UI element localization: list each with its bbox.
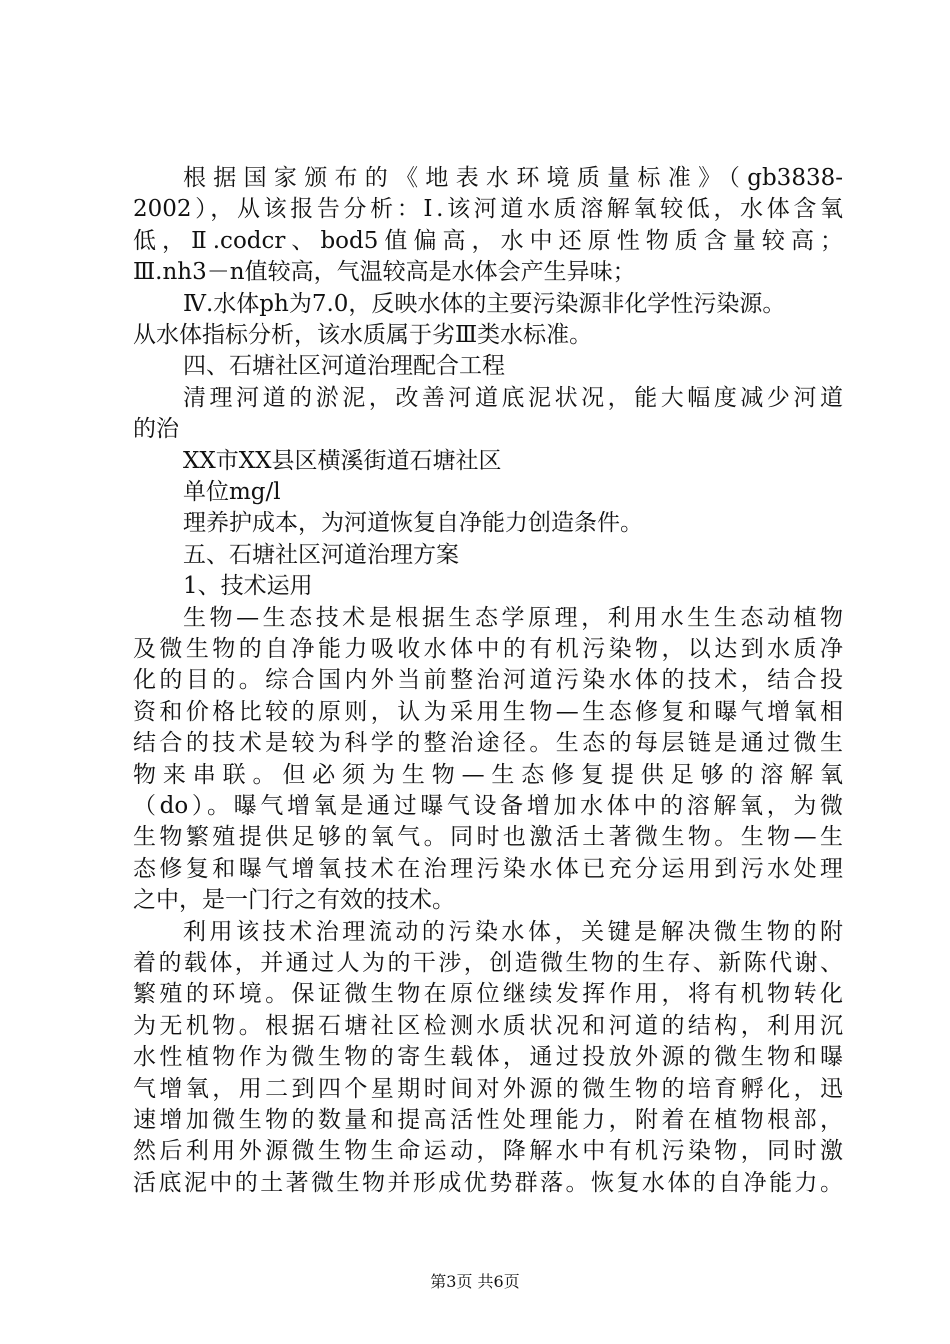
text-line: 清理河道的淤泥，改善河道底泥状况，能大幅度减少河道 — [183, 385, 843, 411]
text-line: 态修复和曝气增氧技术在治理污染水体已充分运用到污水处理 — [133, 856, 843, 882]
text-line: 活底泥中的土著微生物并形成优势群落。恢复水体的自净能力。 — [133, 1170, 843, 1196]
text-line: 五、石塘社区河道治理方案 — [183, 542, 459, 568]
page-footer: 第3页 共6页 — [430, 1272, 520, 1291]
text-line: 繁殖的环境。保证微生物在原位继续发挥作用，将有机物转化 — [133, 981, 843, 1007]
text-line: 及微生物的自净能力吸收水体中的有机污染物，以达到水质净 — [133, 636, 843, 662]
text-line: 根据国家颁布的《地表水环境质量标准》（gb3838- — [183, 165, 843, 191]
text-line: 生物—生态技术是根据生态学原理，利用水生生态动植物 — [183, 605, 843, 631]
text-line: 2002），从该报告分析：Ⅰ.该河道水质溶解氧较低，水体含氧 — [133, 196, 843, 222]
text-line: 的治 — [133, 416, 179, 442]
text-line: 资和价格比较的原则，认为采用生物—生态修复和曝气增氧相 — [133, 699, 843, 725]
text-line: 为无机物。根据石塘社区检测水质状况和河道的结构，利用沉 — [133, 1013, 843, 1039]
text-line: 生物繁殖提供足够的氧气。同时也激活土著微生物。生物—生 — [133, 824, 843, 850]
text-line: 然后利用外源微生物生命运动，降解水中有机污染物，同时激 — [133, 1138, 843, 1164]
text-line: Ⅲ.nh3－n值较高，气温较高是水体会产生异味； — [133, 259, 636, 285]
text-line: 速增加微生物的数量和提高活性处理能力，附着在植物根部， — [133, 1107, 843, 1133]
text-line: 化的目的。综合国内外当前整治河道污染水体的技术，结合投 — [133, 667, 843, 693]
text-line: 之中，是一门行之有效的技术。 — [133, 887, 455, 913]
text-line: （do）。曝气增氧是通过曝气设备增加水体中的溶解氧，为微 — [133, 793, 843, 819]
text-line: 着的载体，并通过人为的干涉，创造微生物的生存、新陈代谢、 — [133, 950, 843, 976]
text-line: 气增氧，用二到四个星期时间对外源的微生物的培育孵化，迅 — [133, 1076, 843, 1102]
text-line: 四、石塘社区河道治理配合工程 — [183, 353, 505, 379]
text-line: 从水体指标分析，该水质属于劣Ⅲ类水标准。 — [133, 322, 593, 348]
text-line: 低，Ⅱ.codcr、bod5值偏高，水中还原性物质含量较高； — [133, 228, 843, 254]
text-line: Ⅳ.水体ph为7.0，反映水体的主要污染源非化学性污染源。 — [183, 291, 786, 317]
text-line: XX市XX县区横溪街道石塘社区 — [183, 448, 502, 474]
text-line: 1、技术运用 — [183, 573, 313, 599]
text-line: 理养护成本，为河道恢复自净能力创造条件。 — [183, 510, 643, 536]
text-line: 水性植物作为微生物的寄生载体，通过投放外源的微生物和曝 — [133, 1044, 843, 1070]
text-line: 物来串联。但必须为生物—生态修复提供足够的溶解氧 — [133, 762, 843, 788]
text-line: 单位mg/l — [183, 479, 281, 505]
text-line: 利用该技术治理流动的污染水体，关键是解决微生物的附 — [183, 919, 843, 945]
text-line: 结合的技术是较为科学的整治途径。生态的每层链是通过微生 — [133, 730, 843, 756]
